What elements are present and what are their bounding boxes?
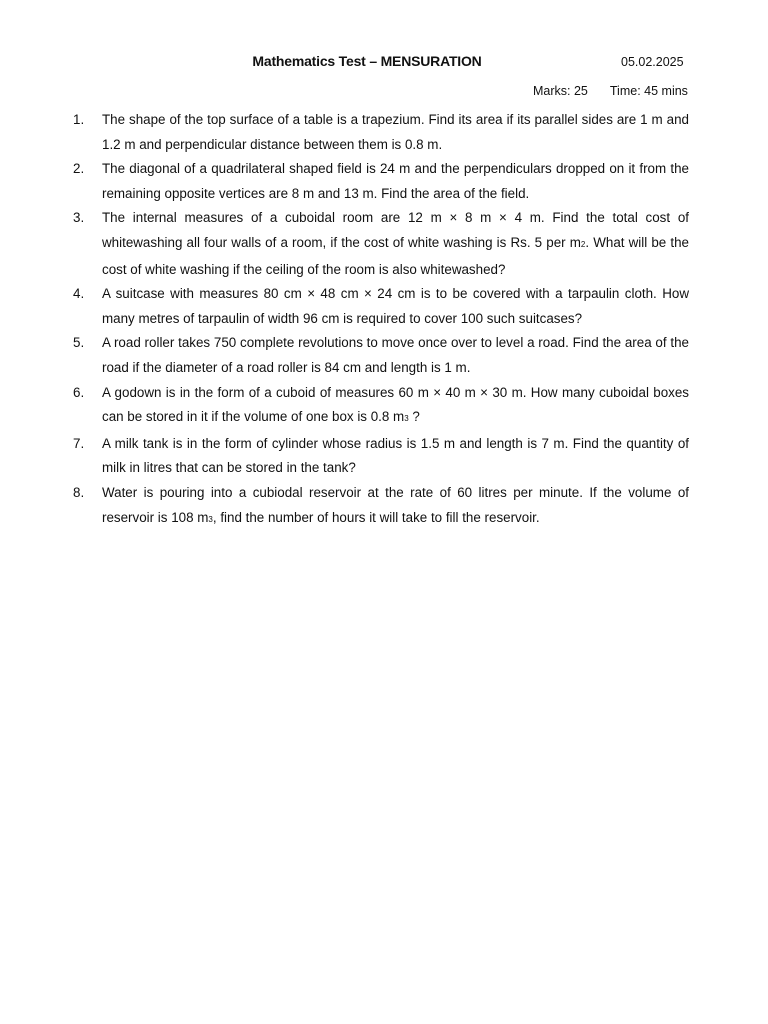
question-text-part: A godown is in the form of a cuboid of measures 60 m × 40 m × 30 m. How many cuboidal boxes can be stored in it if the volume of one box is 0.8 m (102, 384, 689, 425)
question-text-part: . What will be the cost of white washing if the ceiling of the room is also whitewashed? (102, 234, 689, 277)
question-text: The diagonal of a quadrilateral shaped field is 24 m and the perpendiculars dropped on it from the remaining opposite vertices are 8 m and 13 m. Find the area of the field. (102, 161, 689, 201)
question-number: 2. (73, 161, 85, 177)
question-text-part: Water is pouring into a cubiodal reservoir at the rate of 60 litres per minute. If the volume of reservoir is 108 m (102, 484, 689, 525)
test-meta (533, 84, 688, 98)
question-number: 3. (73, 210, 85, 226)
question-text-part: , find the number of hours it will take to fill the reservoir. (212, 509, 540, 525)
question-text (102, 206, 689, 282)
question-text: A road roller takes 750 complete revolutions to move once over to level a road. Find the area of the road if the diameter of a road roller is 84 cm and length is 1 m. (102, 335, 689, 375)
question-item (73, 206, 689, 282)
marks-label: Marks: 25 (533, 84, 588, 98)
question-text-part: The internal measures of a cuboidal room are 12 m × 8 m × 4 m. Find the total cost of whitewashing all four walls of a room, if the cost of white washing is Rs. 5 per m (102, 210, 689, 250)
test-title: Mathematics Test – MENSURATION (252, 53, 482, 69)
time-label: Time: 45 mins (609, 84, 688, 98)
question-number: 6. (73, 384, 85, 400)
question-number: 7. (73, 435, 85, 451)
question-text: A milk tank is in the form of cylinder whose radius is 1.5 m and length is 7 m. Find the quantity of milk in litres that can be stored in the tank? (102, 435, 689, 476)
unit-exponent: 2 (580, 239, 586, 249)
question-list (73, 108, 689, 532)
question-item (73, 432, 689, 481)
question-text (102, 381, 689, 432)
question-item (73, 157, 689, 206)
question-text: A suitcase with measures 80 cm × 48 cm × 24 cm is to be covered with a tarpaulin cloth. How many metres of tarpaulin of width 96 cm is required to cover 100 such suitcases? (102, 286, 689, 326)
question-item (73, 381, 689, 432)
question-text (102, 481, 689, 532)
question-item (73, 282, 689, 331)
question-number: 5. (73, 335, 85, 351)
question-item (73, 108, 689, 157)
unit-exponent: 3 (208, 514, 213, 524)
question-number: 1. (73, 112, 85, 127)
test-date: 05.02.2025 (621, 55, 684, 69)
unit-exponent: 3 (404, 414, 409, 424)
question-number: 4. (73, 286, 85, 302)
question-item (73, 331, 689, 380)
question-number: 8. (73, 484, 85, 500)
question-text-part: ? (408, 409, 420, 425)
question-text: The shape of the top surface of a table is a trapezium. Find its area if its parallel sides are 1 m and 1.2 m and perpendicular distance between them is 0.8 m. (102, 112, 689, 152)
question-item (73, 481, 689, 532)
